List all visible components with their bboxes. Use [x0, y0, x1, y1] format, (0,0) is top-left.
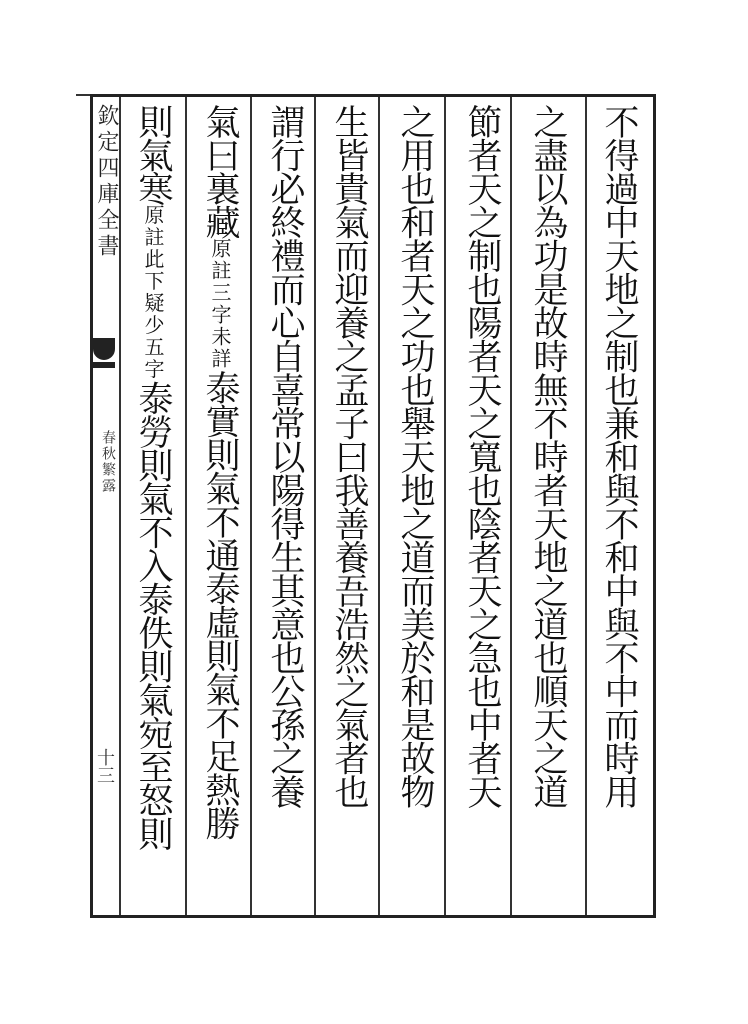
- text-column-4: [388, 104, 442, 910]
- column-text: 泰勞則氣不入泰佚則氣宛至怒則: [133, 380, 173, 850]
- frame-right-line: [653, 94, 656, 918]
- column-rule: [585, 97, 587, 915]
- column-rule: [250, 97, 252, 915]
- column-rule: [119, 97, 121, 915]
- column-text: 節者天之制也陽者天之寬也陰者天之急也中者天: [462, 104, 502, 808]
- column-text: 不得過中天地之制也兼和與不和中與不中而時用: [599, 104, 639, 808]
- column-rule: [444, 97, 446, 915]
- column-rule: [314, 97, 316, 915]
- column-text: 氣曰裏藏: [200, 104, 240, 238]
- column-text: 之盡以為功是故時無不時者天地之道也順天之道: [528, 104, 568, 808]
- fish-tail-mark: [93, 338, 115, 360]
- text-column-5: [322, 104, 376, 910]
- text-column-3: [455, 104, 509, 910]
- column-text: 生皆貴氣而迎養之孟子曰我善養吾浩然之氣者也: [329, 104, 369, 808]
- interlinear-note: 原註三字未詳: [208, 238, 232, 370]
- edge-title-fragment: 欽定四庫全書: [94, 104, 119, 260]
- column-text: 泰實則氣不通泰虛則氣不足熱勝: [200, 370, 240, 839]
- column-rule: [185, 97, 187, 915]
- text-column-7: [193, 104, 247, 910]
- column-rule: [378, 97, 380, 915]
- edge-book-title: 春秋繁露: [100, 430, 116, 494]
- frame-bottom-line: [90, 915, 656, 918]
- column-text: 謂行必終禮而心自喜常以陽得生其意也公孫之養: [265, 104, 305, 808]
- text-column-6: [258, 104, 312, 910]
- folio-number: 十三: [94, 748, 115, 784]
- fish-tail-bar: [93, 362, 115, 368]
- column-text: 則氣寒: [133, 104, 173, 205]
- frame-top-line: [90, 94, 656, 97]
- text-column-8: [126, 104, 180, 910]
- interlinear-note: 原註此下疑少五字: [141, 204, 165, 381]
- text-column-2: [521, 104, 575, 910]
- text-column-1: [592, 104, 646, 910]
- column-text: 之用也和者天之功也舉天地之道而美於和是故物: [395, 104, 435, 808]
- column-rule: [510, 97, 512, 915]
